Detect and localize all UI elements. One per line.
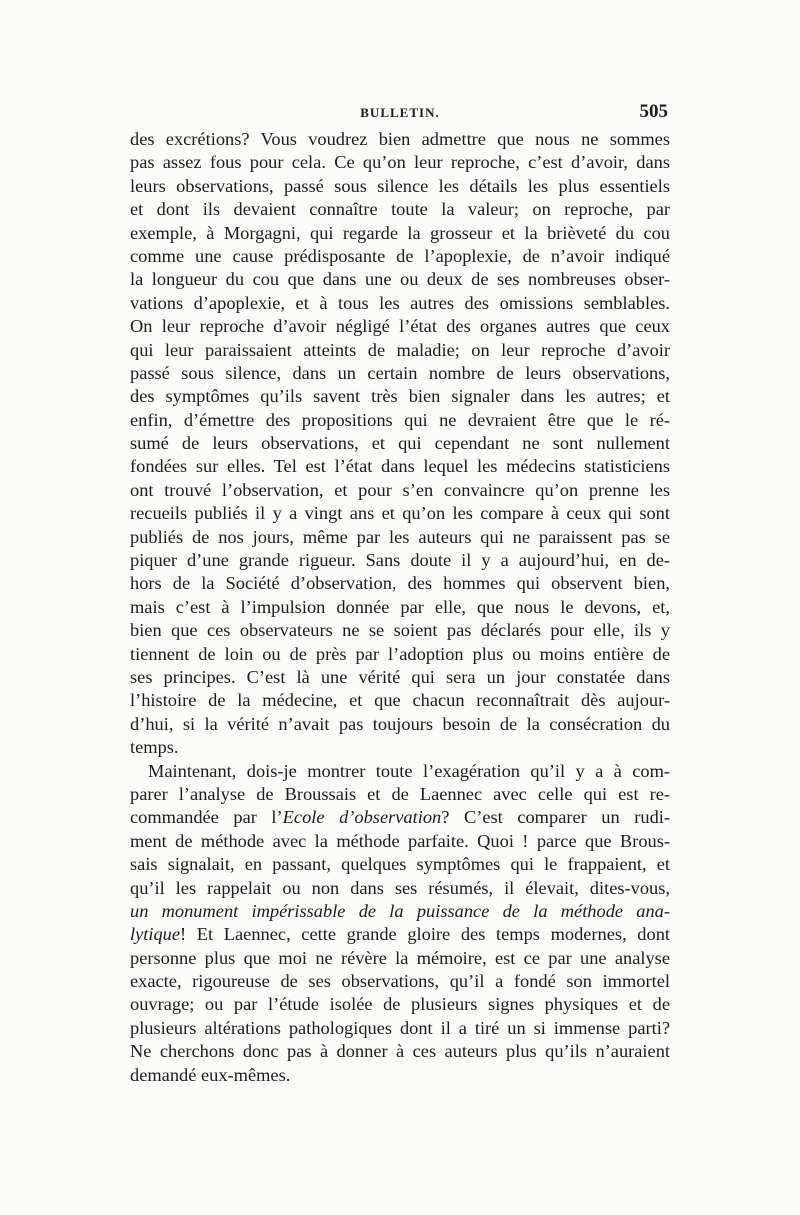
text-segment: ment de méthode avec la méthode parfaite. Quoi ! parce que Brous-	[130, 830, 670, 851]
text-segment: sumé de leurs observations, et qui cependant ne sont nullement	[130, 433, 670, 454]
text-line	[130, 362, 670, 385]
text-segment: Ne cherchons donc pas à donner à ces auteurs plus qu’ils n’auraient	[130, 1041, 670, 1062]
text-line	[130, 1017, 670, 1040]
text-line	[130, 128, 670, 151]
text-segment: enfin, d’émettre des propositions qui ne devraient être que le ré-	[130, 409, 670, 430]
text-line	[130, 947, 670, 970]
text-segment: fondées sur elles. Tel est l’état dans lequel les médecins statisticiens	[130, 456, 670, 477]
text-line	[130, 760, 670, 783]
text-segment: exacte, rigoureuse de ses observations, qu’il a fondé son immortel	[130, 971, 670, 992]
text-segment: parer l’analyse de Broussais et de Laennec avec celle qui est re-	[130, 783, 670, 804]
text-line	[130, 245, 670, 268]
text-line	[130, 993, 670, 1016]
text-line	[130, 198, 670, 221]
text-segment: demandé eux-mêmes.	[130, 1064, 291, 1085]
text-line	[130, 409, 670, 432]
text-line	[130, 151, 670, 174]
text-segment: la longueur du cou que dans une ou deux de ses nombreuses obser-	[130, 269, 670, 290]
text-line	[130, 619, 670, 642]
text-segment: tiennent de loin ou de près par l’adoption plus ou moins entière de	[130, 643, 670, 664]
running-head: BULLETIN.	[360, 105, 440, 120]
text-segment: et dont ils devaient connaître toute la valeur; on reproche, par	[130, 199, 670, 220]
text-line	[130, 900, 670, 923]
text-line	[130, 596, 670, 619]
text-segment: des symptômes qu’ils savent très bien signaler dans les autres; et	[130, 386, 670, 407]
text-line	[130, 643, 670, 666]
text-segment: qui leur paraissaient atteints de maladie; on leur reproche d’avoir	[130, 339, 670, 360]
text-segment: personne plus que moi ne révère la mémoire, est ce par une analyse	[130, 947, 670, 968]
text-line	[130, 315, 670, 338]
text-segment: vations d’apoplexie, et à tous les autres des omissions semblables.	[130, 292, 670, 313]
paragraph	[130, 128, 670, 760]
text-segment: ses principes. C’est là une vérité qui sera un jour constatée dans	[130, 666, 670, 687]
text-segment: des excrétions? Vous voudrez bien admettre que nous ne sommes	[130, 129, 670, 149]
body-text	[130, 128, 670, 1087]
text-line	[130, 970, 670, 993]
text-segment: commandée par l’	[130, 807, 283, 828]
text-line	[130, 830, 670, 853]
text-segment: Maintenant, dois-je montrer toute l’exagération qu’il y a à com-	[148, 760, 670, 781]
italic-text: un monument impérissable de la puissance de la méthode ana-	[130, 900, 670, 921]
text-line	[130, 572, 670, 595]
text-line	[130, 339, 670, 362]
text-line	[130, 175, 670, 198]
italic-text: lytique	[130, 924, 181, 945]
text-segment: temps.	[130, 737, 179, 758]
text-segment: exemple, à Morgagni, qui regarde la grosseur et la brièveté du cou	[130, 222, 670, 243]
text-line	[130, 292, 670, 315]
text-line	[130, 806, 670, 829]
text-line	[130, 432, 670, 455]
italic-text: Ecole d’observation	[282, 807, 442, 828]
text-line	[130, 222, 670, 245]
text-line	[130, 549, 670, 572]
text-line	[130, 923, 670, 946]
text-line	[130, 455, 670, 478]
text-segment: sais signalait, en passant, quelques symptômes qui le frappaient, et	[130, 854, 670, 875]
paragraph	[130, 760, 670, 1087]
text-line	[130, 783, 670, 806]
text-segment: plusieurs altérations pathologiques dont il a tiré un si immense parti?	[130, 1017, 670, 1038]
text-line	[130, 853, 670, 876]
text-line	[130, 1064, 670, 1087]
text-segment: comme une cause prédisposante de l’apoplexie, de n’avoir indiqué	[130, 245, 670, 266]
text-line	[130, 666, 670, 689]
text-line	[130, 713, 670, 736]
text-line	[130, 877, 670, 900]
text-line	[130, 689, 670, 712]
text-segment: hors de la Société d’observation, des hommes qui observent bien,	[130, 573, 670, 594]
text-line	[130, 1040, 670, 1063]
text-segment: passé sous silence, dans un certain nombre de leurs observations,	[130, 362, 670, 383]
text-segment: ont trouvé l’observation, et pour s’en convaincre qu’on prenne les	[130, 479, 670, 500]
text-line	[130, 268, 670, 291]
text-line	[130, 479, 670, 502]
text-segment: qu’il les rappelait ou non dans ses résumés, il élevait, dites-vous,	[130, 877, 670, 898]
text-segment: mais c’est à l’impulsion donnée par elle, que nous le devons, et,	[130, 596, 670, 617]
text-segment: l’histoire de la médecine, et que chacun reconnaîtrait dès aujour-	[130, 690, 670, 711]
text-segment: ouvrage; ou par l’étude isolée de plusieurs signes physiques et de	[130, 994, 670, 1015]
text-line	[130, 502, 670, 525]
text-segment: pas assez fous pour cela. Ce qu’on leur reproche, c’est d’avoir, dans	[130, 152, 670, 173]
text-line	[130, 385, 670, 408]
text-segment: ? C’est comparer un rudi-	[441, 807, 670, 828]
text-segment: On leur reproche d’avoir négligé l’état des organes autres que ceux	[130, 316, 670, 337]
page-header	[130, 101, 670, 125]
page-number: 505	[639, 101, 668, 122]
text-line	[130, 526, 670, 549]
text-segment: bien que ces observateurs ne se soient pas déclarés pour elle, ils y	[130, 620, 670, 641]
text-line	[130, 736, 670, 759]
text-segment: ! Et Laennec, cette grande gloire des temps modernes, dont	[180, 924, 670, 945]
text-segment: publiés de nos jours, même par les auteurs qui ne paraissent pas se	[130, 526, 670, 547]
text-segment: d’hui, si la vérité n’avait pas toujours besoin de la consécration du	[130, 713, 670, 734]
text-segment: recueils publiés il y a vingt ans et qu’on les compare à ceux qui sont	[130, 503, 670, 524]
text-segment: piquer d’une grande rigueur. Sans doute il y a aujourd’hui, en de-	[130, 550, 670, 571]
text-segment: leurs observations, passé sous silence les détails les plus essentiels	[130, 175, 670, 196]
